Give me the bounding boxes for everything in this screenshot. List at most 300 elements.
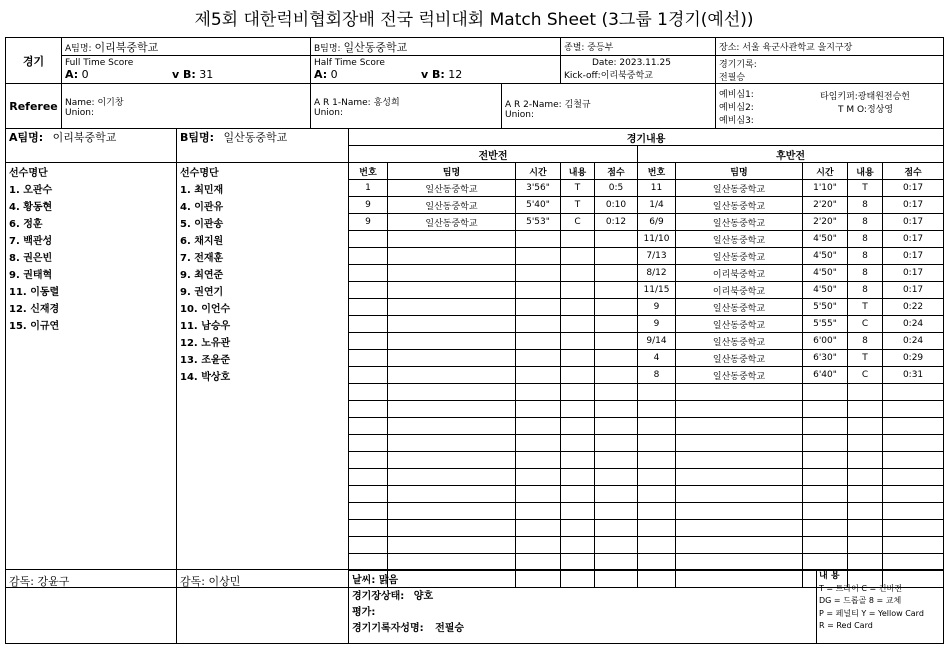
second-half-event-time (803, 418, 848, 435)
first-half-event-score (595, 384, 638, 401)
reserve-referees-cell: 예비심1: 예비심2: 예비심3: 타임키퍼:광태원전승헌 T M O:정상영 (716, 84, 944, 129)
second-half-event-time: 6'30" (803, 350, 848, 367)
second-half-event-no (638, 401, 676, 418)
first-half-event-score (595, 265, 638, 282)
first-half-event-score (595, 418, 638, 435)
first-half-event-time (516, 231, 561, 248)
second-half-event-no (638, 537, 676, 554)
second-half-event-time (803, 384, 848, 401)
b-player-row: 9. 권연기 (177, 282, 349, 299)
second-half-event-time: 5'55" (803, 316, 848, 333)
first-half-event-team (388, 384, 516, 401)
b-player-row: 13. 조윤준 (177, 350, 349, 367)
second-half-event-score: 0:17 (883, 180, 944, 197)
first-half-event-time (516, 435, 561, 452)
b-team-heading-name: 일산동중학교 (223, 131, 288, 145)
record-cell: 경기기록: 전필승 (716, 56, 944, 84)
second-half-event-score (883, 520, 944, 537)
second-half-event-score (883, 452, 944, 469)
full-time-b: 31 (199, 68, 214, 81)
first-half-event-no (349, 503, 388, 520)
second-half-event-no (638, 384, 676, 401)
b-player-row (177, 520, 349, 537)
second-half-event-score (883, 537, 944, 554)
second-half-title: 후반전 (638, 146, 944, 163)
second-half-event-score (883, 554, 944, 571)
legend-title: 내 용 (819, 571, 840, 581)
first-half-event-score (595, 554, 638, 571)
first-half-event-team (388, 537, 516, 554)
first-half-event-team (388, 401, 516, 418)
first-half-event-type (561, 503, 595, 520)
second-half-event-type (848, 486, 883, 503)
first-half-event-no (349, 367, 388, 384)
first-half-event-team (388, 333, 516, 350)
column-header-team: 팀명 (388, 163, 516, 180)
first-half-event-type (561, 367, 595, 384)
first-half-event-no (349, 435, 388, 452)
second-half-event-team: 일산동중학교 (676, 299, 803, 316)
a-coach-cell: 감독: 강윤구 (6, 570, 177, 644)
first-half-event-no (349, 350, 388, 367)
second-half-event-score (883, 418, 944, 435)
second-half-event-time (803, 520, 848, 537)
second-half-event-score (883, 469, 944, 486)
second-half-event-type (848, 537, 883, 554)
second-half-event-type: 8 (848, 214, 883, 231)
first-half-event-no: 1 (349, 180, 388, 197)
half-time-b: 12 (448, 68, 463, 81)
first-half-event-time (516, 418, 561, 435)
first-half-event-time: 5'53" (516, 214, 561, 231)
first-half-event-time (516, 384, 561, 401)
full-time-score: Full Time Score A: 0 v B: 31 (62, 56, 311, 84)
b-player-row: 5. 이관송 (177, 214, 349, 231)
second-half-event-team (676, 452, 803, 469)
first-half-event-no (349, 282, 388, 299)
first-half-title: 전반전 (349, 146, 638, 163)
first-half-event-team (388, 299, 516, 316)
second-half-event-team: 일산동중학교 (676, 231, 803, 248)
b-player-row: 6. 채지원 (177, 231, 349, 248)
a-player-row (6, 384, 177, 401)
column-header-score: 점수 (883, 163, 944, 180)
second-half-event-no: 8 (638, 367, 676, 384)
second-half-event-type: T (848, 180, 883, 197)
first-half-event-time (516, 520, 561, 537)
first-half-event-type (561, 231, 595, 248)
a-player-row (6, 554, 177, 571)
column-header-time: 시간 (803, 163, 848, 180)
category-value: 중등부 (587, 43, 614, 53)
first-half-event-no (349, 401, 388, 418)
a-player-row: 8. 권은빈 (6, 248, 177, 265)
first-half-event-team (388, 282, 516, 299)
page-title: 제5회 대한럭비협회장배 전국 럭비대회 Match Sheet (3그룹 1경기(예선)) (194, 10, 754, 30)
b-coach-cell: 감독: 이상민 (177, 570, 349, 644)
a-player-row (6, 418, 177, 435)
second-half-event-no: 11 (638, 180, 676, 197)
first-half-event-team (388, 486, 516, 503)
first-half-event-time (516, 265, 561, 282)
first-half-event-type (561, 333, 595, 350)
first-half-event-type: T (561, 197, 595, 214)
a-blank-cell (6, 146, 177, 163)
b-player-row (177, 503, 349, 520)
second-half-event-time: 4'50" (803, 231, 848, 248)
half-time-score: Half Time Score A: 0 v B: 12 (311, 56, 561, 84)
game-content-title: 경기내용 (349, 129, 944, 146)
first-half-event-time: 5'40" (516, 197, 561, 214)
second-half-event-type: 8 (848, 282, 883, 299)
second-half-event-no (638, 503, 676, 520)
a-player-row (6, 537, 177, 554)
first-half-event-team (388, 350, 516, 367)
first-half-event-time (516, 401, 561, 418)
b-player-row: 11. 남승우 (177, 316, 349, 333)
b-player-row (177, 384, 349, 401)
a-coach: 강윤구 (37, 575, 70, 588)
second-half-event-time: 4'50" (803, 248, 848, 265)
referee-name: 이기창 (97, 97, 124, 108)
first-half-event-team (388, 452, 516, 469)
b-player-row: 4. 이관유 (177, 197, 349, 214)
first-half-event-no (349, 384, 388, 401)
second-half-event-no (638, 452, 676, 469)
second-half-event-time: 6'00" (803, 333, 848, 350)
first-half-event-no (349, 231, 388, 248)
second-half-event-team: 일산동중학교 (676, 214, 803, 231)
second-half-event-time (803, 503, 848, 520)
first-half-event-time (516, 333, 561, 350)
first-half-event-score (595, 401, 638, 418)
weather: 맑음 (378, 575, 399, 586)
second-half-event-score: 0:31 (883, 367, 944, 384)
legend-line: DG = 드롭골 8 = 교체 (819, 596, 902, 605)
a-player-row: 6. 정훈 (6, 214, 177, 231)
second-half-event-time: 4'50" (803, 282, 848, 299)
b-player-row (177, 418, 349, 435)
column-header-content: 내용 (561, 163, 595, 180)
second-half-event-type: 8 (848, 231, 883, 248)
first-half-event-no (349, 248, 388, 265)
second-half-event-no: 9 (638, 299, 676, 316)
second-half-event-type (848, 384, 883, 401)
date-kickoff-cell: Date: 2023.11.25 Kick-off:이리북중학교 (561, 56, 716, 84)
first-half-event-score (595, 486, 638, 503)
second-half-event-team (676, 401, 803, 418)
referee-label: Referee (6, 84, 62, 129)
second-half-event-score: 0:17 (883, 214, 944, 231)
first-half-event-score (595, 299, 638, 316)
first-half-event-no (349, 333, 388, 350)
second-half-event-time: 6'40" (803, 367, 848, 384)
second-half-event-time (803, 486, 848, 503)
second-half-event-team: 이리북중학교 (676, 265, 803, 282)
category-cell: 종별: 중등부 (561, 38, 716, 56)
second-half-event-team: 일산동중학교 (676, 333, 803, 350)
first-half-event-score: 0:10 (595, 197, 638, 214)
a-player-row (6, 452, 177, 469)
second-half-event-team (676, 520, 803, 537)
second-half-event-type (848, 520, 883, 537)
first-half-event-time (516, 503, 561, 520)
match-content-table (5, 128, 944, 588)
first-half-event-type (561, 248, 595, 265)
evaluation-label: 평가: (352, 607, 376, 618)
first-half-event-no (349, 265, 388, 282)
first-half-event-time (516, 469, 561, 486)
second-half-event-team (676, 537, 803, 554)
a-team-cell: A팀명: 이리북중학교 (62, 38, 311, 56)
a-player-row: 4. 황동현 (6, 197, 177, 214)
second-half-event-no (638, 435, 676, 452)
ar2-name: 김철규 (564, 100, 591, 110)
footer-table (5, 569, 944, 644)
first-half-event-score (595, 333, 638, 350)
column-header-score: 점수 (595, 163, 638, 180)
a-team-heading-name: 이리북중학교 (52, 131, 117, 145)
second-half-event-score: 0:17 (883, 231, 944, 248)
first-half-event-score (595, 537, 638, 554)
kickoff-team: 이리북중학교 (600, 71, 653, 81)
first-half-event-type (561, 435, 595, 452)
first-half-event-type (561, 384, 595, 401)
second-half-event-type (848, 435, 883, 452)
second-half-event-team: 일산동중학교 (676, 316, 803, 333)
first-half-event-team (388, 554, 516, 571)
first-half-event-no (349, 418, 388, 435)
b-player-row: 14. 박상호 (177, 367, 349, 384)
a-player-row (6, 469, 177, 486)
second-half-event-no (638, 469, 676, 486)
second-half-event-no (638, 486, 676, 503)
second-half-event-score: 0:17 (883, 248, 944, 265)
first-half-event-score (595, 435, 638, 452)
a-player-row (6, 503, 177, 520)
first-half-event-no (349, 520, 388, 537)
first-half-event-score (595, 282, 638, 299)
b-player-row: 1. 최민재 (177, 180, 349, 197)
first-half-event-no (349, 486, 388, 503)
first-half-event-type: T (561, 180, 595, 197)
first-half-event-type (561, 350, 595, 367)
second-half-event-no: 9/14 (638, 333, 676, 350)
second-half-event-time: 2'20" (803, 214, 848, 231)
b-player-row (177, 537, 349, 554)
second-half-event-team: 일산동중학교 (676, 180, 803, 197)
b-player-row (177, 435, 349, 452)
second-half-event-score (883, 486, 944, 503)
first-half-event-no: 9 (349, 214, 388, 231)
second-half-event-no: 7/13 (638, 248, 676, 265)
second-half-event-no (638, 554, 676, 571)
second-half-event-no (638, 520, 676, 537)
first-half-event-team (388, 469, 516, 486)
a-player-row: 1. 오관수 (6, 180, 177, 197)
first-half-event-score (595, 469, 638, 486)
a-player-row (6, 520, 177, 537)
first-half-event-time (516, 452, 561, 469)
second-half-event-time (803, 435, 848, 452)
first-half-event-team (388, 435, 516, 452)
second-half-event-type: 8 (848, 265, 883, 282)
venue-cell: 장소: 서울 육군사관학교 을지구장 (716, 38, 944, 56)
a-player-row (6, 486, 177, 503)
second-half-event-no: 4 (638, 350, 676, 367)
first-half-event-type: C (561, 214, 595, 231)
second-half-event-time: 1'10" (803, 180, 848, 197)
assistant-referees-cell: A R 1-Name: 홍성희 Union: A R 2-Name: 김철규 Union: (311, 84, 716, 129)
b-team-name: 일산동중학교 (343, 40, 408, 54)
first-half-event-team (388, 265, 516, 282)
first-half-event-score (595, 248, 638, 265)
match-date: 2023.11.25 (619, 58, 671, 68)
first-half-event-type (561, 282, 595, 299)
second-half-event-no: 11/15 (638, 282, 676, 299)
b-player-row (177, 401, 349, 418)
column-header-content: 내용 (848, 163, 883, 180)
second-half-event-no: 9 (638, 316, 676, 333)
second-half-event-type: T (848, 350, 883, 367)
first-half-event-no (349, 537, 388, 554)
first-half-event-team: 일산동중학교 (388, 197, 516, 214)
second-half-event-type: 8 (848, 197, 883, 214)
second-half-event-team: 일산동중학교 (676, 248, 803, 265)
legend-line: P = 페널티 Y = Yellow Card (819, 608, 924, 618)
first-half-event-score (595, 231, 638, 248)
b-player-row (177, 554, 349, 571)
venue-value: 서울 육군사관학교 을지구장 (742, 43, 853, 53)
b-players-header: 선수명단 (177, 163, 349, 180)
ar1-name: 홍성희 (373, 97, 400, 108)
second-half-event-team (676, 418, 803, 435)
second-half-event-no: 11/10 (638, 231, 676, 248)
second-half-event-time (803, 401, 848, 418)
second-half-event-score (883, 401, 944, 418)
timekeeper: 타임키퍼:광태원전승헌 (820, 92, 910, 102)
column-header-team: 팀명 (676, 163, 803, 180)
column-header-number: 번호 (638, 163, 676, 180)
first-half-event-team (388, 367, 516, 384)
second-half-event-score (883, 384, 944, 401)
second-half-event-team: 일산동중학교 (676, 350, 803, 367)
first-half-event-time (516, 486, 561, 503)
first-half-event-score (595, 350, 638, 367)
second-half-event-score (883, 503, 944, 520)
a-player-row (6, 333, 177, 350)
second-half-event-team (676, 435, 803, 452)
b-blank-cell (177, 146, 349, 163)
a-player-row: 7. 백관성 (6, 231, 177, 248)
second-half-event-team (676, 503, 803, 520)
second-half-event-score: 0:24 (883, 316, 944, 333)
first-half-event-score: 0:5 (595, 180, 638, 197)
second-half-event-time: 4'50" (803, 265, 848, 282)
b-player-row (177, 469, 349, 486)
second-half-event-type (848, 418, 883, 435)
first-half-event-type (561, 418, 595, 435)
referee-cell: Name: 이기창 Union: (62, 84, 311, 129)
second-half-event-score: 0:24 (883, 333, 944, 350)
first-half-event-type (561, 401, 595, 418)
first-half-event-time (516, 248, 561, 265)
first-half-event-type (561, 520, 595, 537)
second-half-event-team: 일산동중학교 (676, 367, 803, 384)
a-player-row (6, 401, 177, 418)
first-half-event-type (561, 537, 595, 554)
second-half-event-time (803, 537, 848, 554)
second-half-event-team (676, 554, 803, 571)
second-half-event-score: 0:29 (883, 350, 944, 367)
second-half-event-team (676, 469, 803, 486)
first-half-event-team (388, 316, 516, 333)
b-player-row: 12. 노유관 (177, 333, 349, 350)
half-time-a: 0 (330, 68, 338, 81)
b-player-row: 7. 전재훈 (177, 248, 349, 265)
second-half-event-type: T (848, 299, 883, 316)
first-half-event-no (349, 299, 388, 316)
first-half-event-score (595, 452, 638, 469)
first-half-event-time (516, 537, 561, 554)
second-half-event-time: 2'20" (803, 197, 848, 214)
first-half-event-team (388, 231, 516, 248)
first-half-event-time (516, 316, 561, 333)
second-half-event-no: 8/12 (638, 265, 676, 282)
b-team-heading: B팀명: 일산동중학교 (177, 129, 349, 146)
b-player-row: 9. 최연준 (177, 265, 349, 282)
b-team-cell: B팀명: 일산동중학교 (311, 38, 561, 56)
second-half-event-team: 일산동중학교 (676, 197, 803, 214)
second-half-event-type (848, 401, 883, 418)
a-player-row (6, 367, 177, 384)
second-half-event-type (848, 469, 883, 486)
first-half-event-time (516, 350, 561, 367)
a-team-heading: A팀명: 이리북중학교 (6, 129, 177, 146)
first-half-event-time (516, 554, 561, 571)
record-value: 전필승 (719, 72, 746, 83)
a-team-name: 이리북중학교 (94, 40, 159, 54)
first-half-event-team: 일산동중학교 (388, 214, 516, 231)
a-player-row: 12. 신재경 (6, 299, 177, 316)
second-half-event-time (803, 469, 848, 486)
column-header-number: 번호 (349, 163, 388, 180)
field-condition: 양호 (413, 591, 434, 602)
second-half-event-type (848, 503, 883, 520)
first-half-event-team (388, 418, 516, 435)
first-half-event-score (595, 520, 638, 537)
a-players-header: 선수명단 (6, 163, 177, 180)
first-half-event-type (561, 316, 595, 333)
first-half-event-type (561, 452, 595, 469)
first-half-event-no (349, 452, 388, 469)
second-half-event-time: 5'50" (803, 299, 848, 316)
tmo: T M O:정상영 (838, 105, 894, 115)
first-half-event-time (516, 282, 561, 299)
second-half-event-team (676, 486, 803, 503)
second-half-event-type (848, 452, 883, 469)
first-half-event-time (516, 367, 561, 384)
second-half-event-score: 0:17 (883, 265, 944, 282)
second-half-event-type: C (848, 316, 883, 333)
second-half-event-no: 1/4 (638, 197, 676, 214)
first-half-event-team (388, 248, 516, 265)
match-header-table (5, 37, 944, 129)
second-half-event-type: 8 (848, 333, 883, 350)
a-player-row: 11. 이동렬 (6, 282, 177, 299)
second-half-event-team: 이리북중학교 (676, 282, 803, 299)
second-half-event-time (803, 554, 848, 571)
